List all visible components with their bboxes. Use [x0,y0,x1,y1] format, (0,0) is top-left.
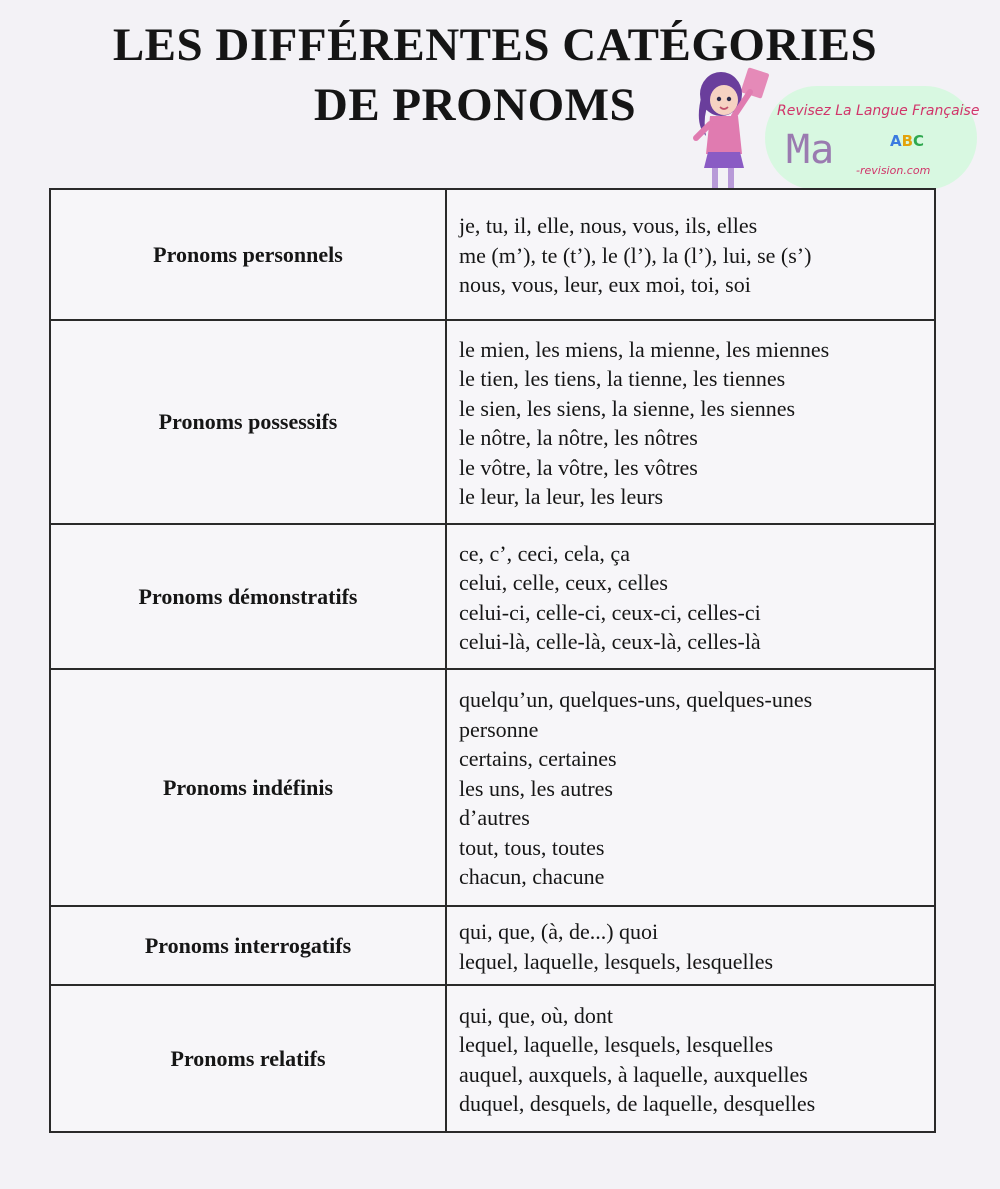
pronoun-form-line: le sien, les siens, la sienne, les siennes [459,395,796,421]
forms-cell [446,985,935,1132]
logo-brand: Ma [786,127,835,173]
category-cell [50,985,446,1132]
forms-cell [446,524,935,669]
table-row [50,985,935,1132]
forms-cell [446,906,935,985]
logo-site: -revision.com [856,164,931,177]
pronoun-form-line: je, tu, il, elle, nous, vous, ils, elles [459,213,758,239]
pronoun-form-line: duquel, desquels, de laquelle, desquelles [459,1091,816,1116]
pronoun-form-line: celui-là, celle-là, ceux-là, celles-là [459,629,761,654]
category-label: Pronoms possessifs [158,409,338,434]
pronoun-form-line: lequel, laquelle, lesquels, lesquelles [459,1032,774,1057]
category-label: Pronoms démonstratifs [138,583,358,609]
table-row [50,320,935,524]
category-cell [50,669,446,906]
pronoun-form-line: qui, que, où, dont [459,1002,613,1028]
page-title-line-1: LES DIFFÉRENTES CATÉGORIES [112,19,878,71]
logo-tagline: Revisez La Langue Française [777,103,980,119]
pronoun-form-line: les uns, les autres [459,775,613,801]
girl-with-book-icon [676,64,786,204]
pronoun-form-line: celui, celle, ceux, celles [459,570,668,595]
pronoun-form-line: qui, que, (à, de...) quoi [459,919,659,944]
pronoun-form-line: quelqu’un, quelques-uns, quelques-unes [459,687,813,713]
pronoun-form-line: d’autres [459,805,530,831]
table-row [50,906,935,985]
forms-cell [446,189,935,320]
category-label: Pronoms relatifs [170,1045,326,1071]
forms-cell [446,669,935,906]
pronoun-form-line: le vôtre, la vôtre, les vôtres [459,454,698,480]
table-row [50,524,935,669]
pronoun-form-line: chacun, chacune [459,864,605,890]
table-row [50,669,935,906]
pronoun-form-line: personne [459,716,539,742]
category-cell [50,189,446,320]
pronoun-form-line: le mien, les miens, la mienne, les miennes [459,336,830,362]
pronoun-form-line: certains, certaines [459,746,617,772]
pronoun-form-line: me (m’), te (t’), le (l’), la (l’), lui, se (s’) [459,242,812,268]
table-row [50,189,935,320]
category-cell [50,320,446,524]
pronoun-form-line: auquel, auxquels, à laquelle, auxquelles [459,1061,808,1087]
category-label: Pronoms interrogatifs [144,932,352,958]
category-label: Pronoms personnels [153,241,343,267]
pronoun-form-line: nous, vous, leur, eux moi, toi, soi [459,272,751,298]
pronoun-form-line: le leur, la leur, les leurs [459,484,664,509]
page-title-line-2: DE PRONOMS [313,79,637,131]
category-cell [50,524,446,669]
forms-cell [446,320,935,524]
pronoun-categories-table [49,188,936,1133]
pronoun-form-line: ce, c’, ceci, cela, ça [459,540,630,566]
pronoun-form-line: le nôtre, la nôtre, les nôtres [459,425,698,450]
pronoun-form-line: lequel, laquelle, lesquels, lesquelles [459,948,774,974]
category-label: Pronoms indéfinis [162,774,334,800]
pronoun-form-line: le tien, les tiens, la tienne, les tiennes [459,366,786,391]
pronoun-form-line: tout, tous, toutes [459,834,605,860]
logo-abc-badge: ABC [890,132,925,150]
category-cell [50,906,446,985]
pronoun-form-line: celui-ci, celle-ci, ceux-ci, celles-ci [459,599,761,625]
